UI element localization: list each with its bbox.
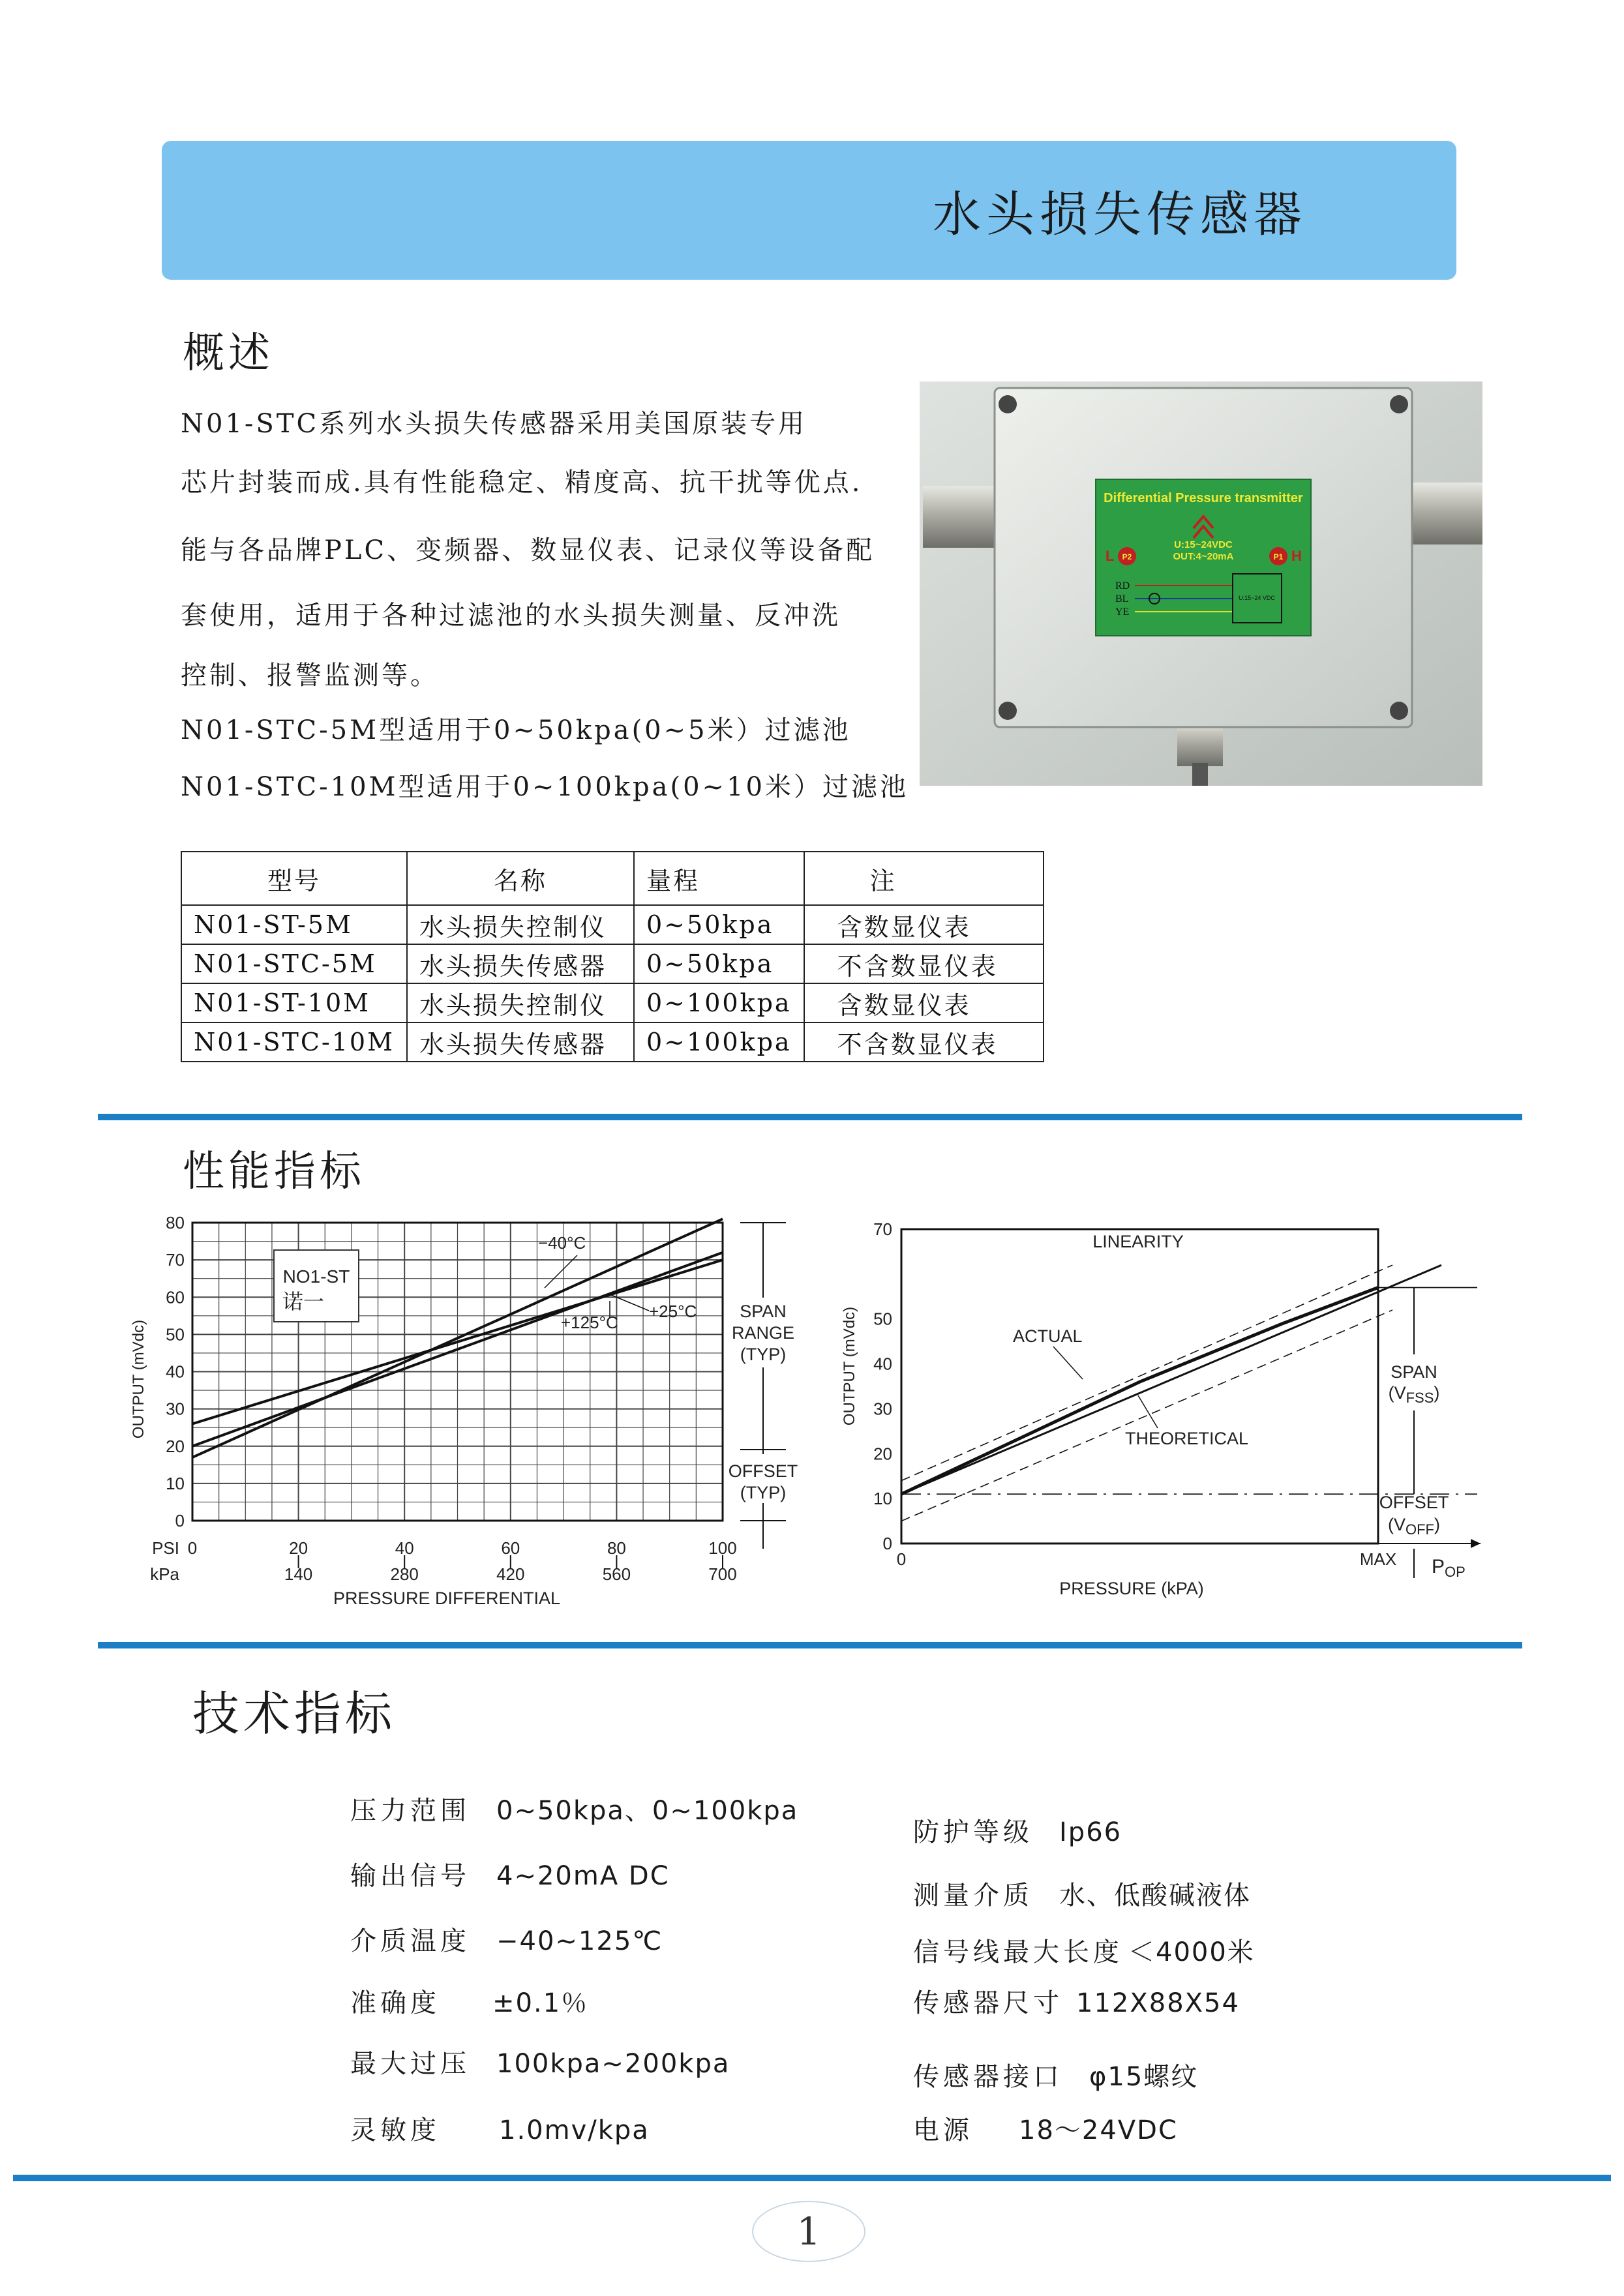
cell-note: 含数显仪表	[804, 983, 1044, 1022]
cell-model: N01-STC-5M	[181, 944, 407, 983]
chart2-ylabel: OUTPUT (mVdc)	[841, 1306, 858, 1426]
spec-key: 准确度	[350, 1988, 440, 2018]
chart1-ytick: 30	[166, 1399, 185, 1419]
overview-line-5: 控制、报警监测等。	[181, 661, 439, 691]
screw-icon	[1390, 395, 1408, 413]
spec-output-signal	[350, 1855, 670, 1892]
chart2-ytick: 50	[873, 1309, 892, 1329]
label-plus25: +25°C	[649, 1302, 697, 1321]
label-span-typ: (TYP)	[740, 1345, 787, 1364]
label-range: RANGE	[731, 1323, 795, 1343]
overview-line-6: N01-STC-5M型适用于0~50kpa(0~5米）过滤池	[181, 715, 851, 745]
cell-range: 0~50kpa	[634, 905, 804, 944]
model-table	[181, 851, 1044, 1062]
table-row	[181, 944, 1044, 983]
spec-key: 测量介质	[913, 1881, 1033, 1911]
spec-value: 水、低酸碱液体	[1059, 1881, 1251, 1911]
label-offset2: OFFSET	[1379, 1493, 1449, 1512]
spec-key: 压力范围	[350, 1796, 470, 1826]
section-divider	[98, 1114, 1522, 1120]
spec-key: 信号线最大长度	[913, 1937, 1123, 1967]
spec-value: φ15螺纹	[1089, 2062, 1199, 2092]
spec-sensitivity	[350, 2110, 650, 2147]
right-fitting	[1409, 483, 1482, 544]
chart1-kpa-tick: 560	[602, 1564, 631, 1584]
chart1-ytick: 70	[166, 1250, 185, 1270]
chart2-ytick: 0	[882, 1534, 892, 1553]
chart1-ytick: 40	[166, 1362, 185, 1382]
spec-power	[913, 2110, 1178, 2147]
overview-line-7: N01-STC-10M型适用于0~100kpa(0~10米）过滤池	[181, 772, 909, 802]
product-photo	[920, 381, 1482, 786]
chart2-ytick: 70	[873, 1219, 892, 1239]
cable	[1192, 763, 1208, 786]
col-header-note: 注	[804, 852, 1044, 905]
cell-name: 水头损失传感器	[407, 944, 634, 983]
page-number: 1	[752, 2201, 865, 2262]
spec-accuracy	[350, 1982, 588, 2020]
cell-range: 0~100kpa	[634, 983, 804, 1022]
cell-name: 水头损失传感器	[407, 1022, 634, 1062]
chart1-ytick: 0	[175, 1511, 185, 1530]
chart2-series	[901, 1265, 1441, 1494]
overview-line-1: N01-STC系列水头损失传感器采用美国原装专用	[181, 409, 807, 439]
chart2-xtick-max: MAX	[1359, 1549, 1397, 1569]
overview-line-4: 套使用，适用于各种过滤池的水头损失测量、反冲洗	[181, 601, 841, 631]
label-vfss: $(V_{FSS})$	[1388, 1383, 1440, 1406]
overview-line-3: 能与各品牌PLC、变频器、数显仪表、记录仪等设备配	[181, 535, 875, 565]
section-divider	[98, 1642, 1522, 1648]
chart1-kpa-tick: 280	[390, 1564, 419, 1584]
chart-linearity	[832, 1203, 1490, 1620]
label-span2: SPAN	[1391, 1362, 1437, 1382]
table-row	[181, 905, 1044, 944]
page-title: 水头损失传感器	[933, 186, 1307, 243]
chart1-psi-tick: 60	[501, 1538, 520, 1558]
spec-value: ±0.1％	[492, 1988, 589, 2018]
label-minus40: −40°C	[538, 1233, 586, 1253]
chart1-kpa-label: kPa	[150, 1564, 179, 1584]
label-theoretical: THEORETICAL	[1125, 1429, 1249, 1448]
spec-medium	[913, 1875, 1251, 1912]
spec-medium-temp	[350, 1920, 663, 1958]
table-header-row	[181, 852, 1044, 905]
spec-key: 最大过压	[350, 2049, 470, 2079]
chart1-ylabel: OUTPUT (mVdc)	[130, 1319, 147, 1439]
cell-name: 水头损失控制仪	[407, 983, 634, 1022]
performance-heading: 性能指标	[183, 1148, 365, 1196]
screw-icon	[999, 702, 1017, 720]
spec-key: 输出信号	[350, 1861, 470, 1891]
label-pop: $P_{OP}$	[1432, 1556, 1466, 1580]
chart1-psi-tick: 80	[607, 1538, 626, 1558]
spec-value: 0~50kpa、0~100kpa	[496, 1796, 799, 1826]
wire-rd: RD	[1115, 580, 1130, 591]
chart2-ytick: 30	[873, 1399, 892, 1419]
chart1-psi-tick: 0	[187, 1538, 198, 1558]
spec-key: 传感器尺寸	[913, 1988, 1063, 2018]
chart1-xlabel: PRESSURE DIFFERENTIAL	[333, 1588, 561, 1608]
wire-bl: BL	[1115, 593, 1129, 604]
label-high-port: H	[1291, 548, 1302, 564]
cell-range: 0~100kpa	[634, 1022, 804, 1062]
label-low-port: L	[1105, 548, 1115, 564]
tech-heading: 技术指标	[192, 1686, 397, 1741]
chart1-kpa-tick: 420	[496, 1564, 525, 1584]
chart1-psi-tick: 20	[289, 1538, 308, 1558]
chart1-kpa-tick: 700	[708, 1564, 737, 1584]
label-p2: P2	[1122, 552, 1132, 561]
chart2-ytick: 20	[873, 1444, 892, 1464]
col-header-model: 型号	[181, 852, 407, 905]
series-theoretical	[901, 1265, 1441, 1494]
overview-heading: 概述	[183, 329, 274, 378]
chart1-psi-label: PSI	[152, 1538, 179, 1558]
arrow-head-icon	[1471, 1539, 1481, 1548]
spec-key: 电源	[913, 2115, 973, 2145]
spec-key: 介质温度	[350, 1926, 470, 1956]
chart1-kpa-tick: 140	[284, 1564, 313, 1584]
label-voltage: U:15~24VDC	[1174, 539, 1233, 550]
col-header-range: 量程	[634, 852, 804, 905]
left-fitting	[923, 486, 995, 548]
spec-value: Ip66	[1059, 1817, 1122, 1847]
plot-border	[901, 1229, 1378, 1543]
cell-model: N01-STC-10M	[181, 1022, 407, 1062]
chart1-psi-tick: 100	[708, 1538, 737, 1558]
spec-overpressure	[350, 2043, 730, 2080]
label-p1: P1	[1273, 552, 1284, 561]
spec-cable-length	[913, 1931, 1255, 1969]
wire-ye: YE	[1115, 606, 1130, 618]
chart2-xlabel: PRESSURE (kPA)	[1059, 1579, 1204, 1598]
chart2-xtick-0: 0	[896, 1549, 907, 1569]
chart1-ytick: 80	[166, 1213, 185, 1232]
cell-note: 不含数显仪表	[804, 1022, 1044, 1062]
table-row	[181, 983, 1044, 1022]
badge-model: NO1-ST	[282, 1266, 350, 1287]
label-offset-typ: (TYP)	[740, 1483, 787, 1502]
badge-brand: 诺一	[282, 1290, 325, 1313]
screw-icon	[1390, 702, 1408, 720]
chart1-ytick: 50	[166, 1324, 185, 1345]
transmitter-illustration	[920, 381, 1482, 786]
spec-value: 100kpa~200kpa	[496, 2049, 730, 2079]
cell-name: 水头损失控制仪	[407, 905, 634, 944]
spec-value: 4~20mA DC	[496, 1861, 670, 1891]
cell-note: 含数显仪表	[804, 905, 1044, 944]
label-span: SPAN	[740, 1302, 787, 1321]
col-header-name: 名称	[407, 852, 634, 905]
cell-model: N01-ST-10M	[181, 983, 407, 1022]
chart1-ytick: 10	[166, 1473, 185, 1493]
label-plus125: +125°C	[561, 1313, 618, 1332]
spec-key: 灵敏度	[350, 2115, 440, 2145]
spec-value: 112X88X54	[1076, 1988, 1240, 2018]
chart2-title: LINEARITY	[1092, 1232, 1184, 1251]
label-output: OUT:4~20mA	[1173, 551, 1234, 562]
label-offset: OFFSET	[728, 1461, 798, 1481]
table-row	[181, 1022, 1044, 1062]
spec-value: 18～24VDC	[1019, 2115, 1178, 2145]
leader-line	[1053, 1347, 1083, 1379]
overview-line-2: 芯片封装而成.具有性能稳定、精度高、抗干扰等优点.	[181, 468, 863, 498]
chart1-psi-tick: 40	[395, 1538, 414, 1558]
chart1-ytick: 60	[166, 1287, 185, 1307]
chart1-ytick: 20	[166, 1436, 185, 1456]
label-voff: $(V_{OFF})$	[1388, 1515, 1440, 1538]
spec-value: 1.0mv/kpa	[499, 2115, 650, 2145]
chart2-ytick: 40	[873, 1354, 892, 1374]
spec-size	[913, 1982, 1240, 2020]
label-actual: ACTUAL	[1013, 1326, 1083, 1346]
cell-model: N01-ST-5M	[181, 905, 407, 944]
module-label: U:15~24 VDC	[1239, 595, 1275, 601]
spec-interface	[913, 2056, 1198, 2093]
tolerance-upper	[901, 1265, 1392, 1481]
cell-range: 0~50kpa	[634, 944, 804, 983]
chart2-ytick: 10	[873, 1489, 892, 1509]
spec-key: 传感器接口	[913, 2062, 1063, 2092]
label-title: Differential Pressure transmitter	[1104, 491, 1303, 505]
spec-value: −40~125℃	[496, 1926, 663, 1956]
spec-protection	[913, 1811, 1122, 1849]
cell-note: 不含数显仪表	[804, 944, 1044, 983]
spec-value: ＜4000米	[1128, 1937, 1255, 1967]
spec-key: 防护等级	[913, 1817, 1033, 1847]
tolerance-lower	[901, 1310, 1392, 1521]
spec-pressure-range	[350, 1790, 798, 1827]
footer-divider	[13, 2175, 1611, 2181]
chart-temperature	[127, 1203, 819, 1620]
screw-icon	[999, 395, 1017, 413]
